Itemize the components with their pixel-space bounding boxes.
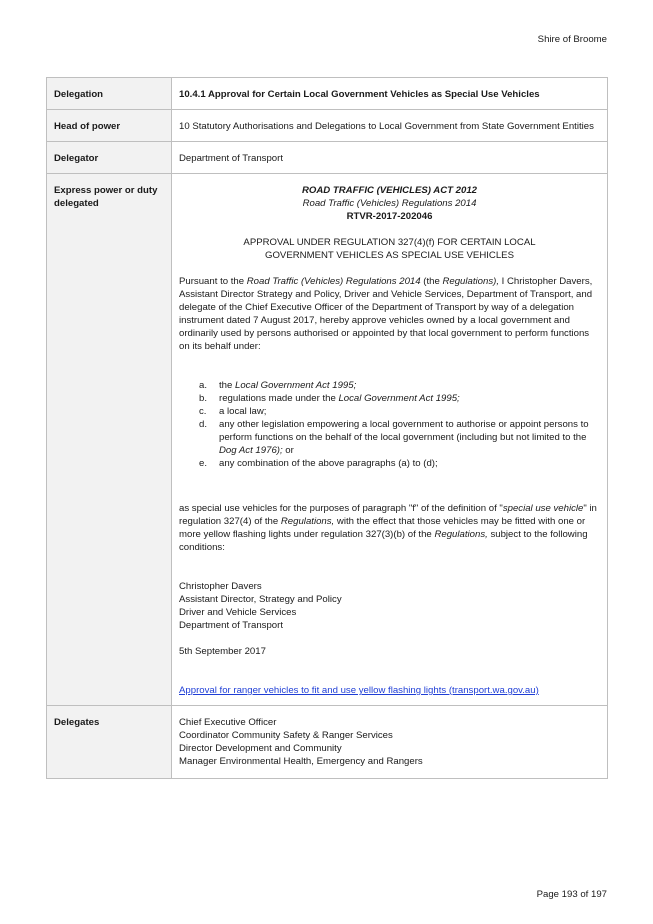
list-item: b. regulations made under the Local Government Act 1995; (199, 393, 460, 404)
page-header-org: Shire of Broome (537, 34, 607, 45)
value-delegates (172, 706, 608, 779)
row-delegates (47, 706, 608, 779)
approval-heading: APPROVAL UNDER REGULATION 327(4)(f) FOR CERTAIN LOCAL GOVERNMENT VEHICLES AS SPECIAL USE VEHICLES (243, 237, 536, 261)
reference-number: RTVR-2017-202046 (346, 211, 433, 222)
list-item: c. a local law; (199, 406, 267, 417)
value-delegation: 10.4.1 Approval for Certain Local Government Vehicles as Special Use Vehicles (172, 78, 608, 110)
delegate-item: Manager Environmental Health, Emergency and Rangers (179, 756, 423, 767)
act-title: ROAD TRAFFIC (VEHICLES) ACT 2012 (301, 185, 477, 196)
label-express-power: Express power or duty delegated (47, 174, 172, 706)
delegate-item: Director Development and Community (179, 743, 342, 754)
approval-link[interactable]: Approval for ranger vehicles to fit and use yellow flashing lights (transport.wa.gov.au) (179, 685, 539, 696)
delegate-item: Chief Executive Officer (179, 717, 277, 728)
row-delegation (47, 78, 608, 110)
list-item: e. any combination of the above paragraphs (a) to (d); (199, 458, 438, 469)
value-head-of-power: 10 Statutory Authorisations and Delegations to Local Government from State Government Entities (172, 110, 608, 142)
label-delegation: Delegation (47, 78, 172, 110)
delegation-table (46, 77, 608, 779)
label-delegator: Delegator (47, 142, 172, 174)
clause-list (179, 379, 600, 470)
signatory-block (179, 580, 600, 632)
approval-date: 5th September 2017 (179, 646, 266, 657)
row-head-of-power (47, 110, 608, 142)
value-express-power (172, 174, 608, 706)
closing-paragraph: as special use vehicles for the purposes of paragraph "f" of the definition of "special use vehicle" in regulation 327(4) of the Regulations, with the effect that those vehicles may be fitted with one or more yellow flashing lights under regulation 327(3)(b) of the Regulations, subject to the following conditions: (179, 503, 597, 553)
label-delegates: Delegates (47, 706, 172, 779)
list-item: d. any other legislation empowering a local government to authorise or appoint persons to perform functions on the behalf of the local government (including but not limited to the Dog Act 1976); or (199, 419, 589, 456)
signatory-name: Christopher Davers (179, 581, 262, 592)
row-express-power (47, 174, 608, 706)
regs-title: Road Traffic (Vehicles) Regulations 2014 (302, 198, 477, 209)
page-number: Page 193 of 197 (536, 889, 607, 900)
signatory-department: Department of Transport (179, 620, 283, 631)
value-delegator: Department of Transport (172, 142, 608, 174)
signatory-title: Assistant Director, Strategy and Policy (179, 594, 342, 605)
signatory-division: Driver and Vehicle Services (179, 607, 297, 618)
row-delegator (47, 142, 608, 174)
label-head-of-power: Head of power (47, 110, 172, 142)
list-item: a. the Local Government Act 1995; (199, 380, 357, 391)
delegate-item: Coordinator Community Safety & Ranger Services (179, 730, 393, 741)
intro-paragraph: Pursuant to the Road Traffic (Vehicles) Regulations 2014 (the Regulations), I Christopher Davers, Assistant Director Strategy and Policy, Driver and Vehicle Services, Department of Transport, and delegate of the Chief Executive Officer of the Department of Transport by way of a delegation instrument dated 7 August 2017, hereby approve vehicles owned by a local government and ordinarily used by persons authorised or appointed by that local government to perform functions on its behalf under: (179, 276, 593, 352)
